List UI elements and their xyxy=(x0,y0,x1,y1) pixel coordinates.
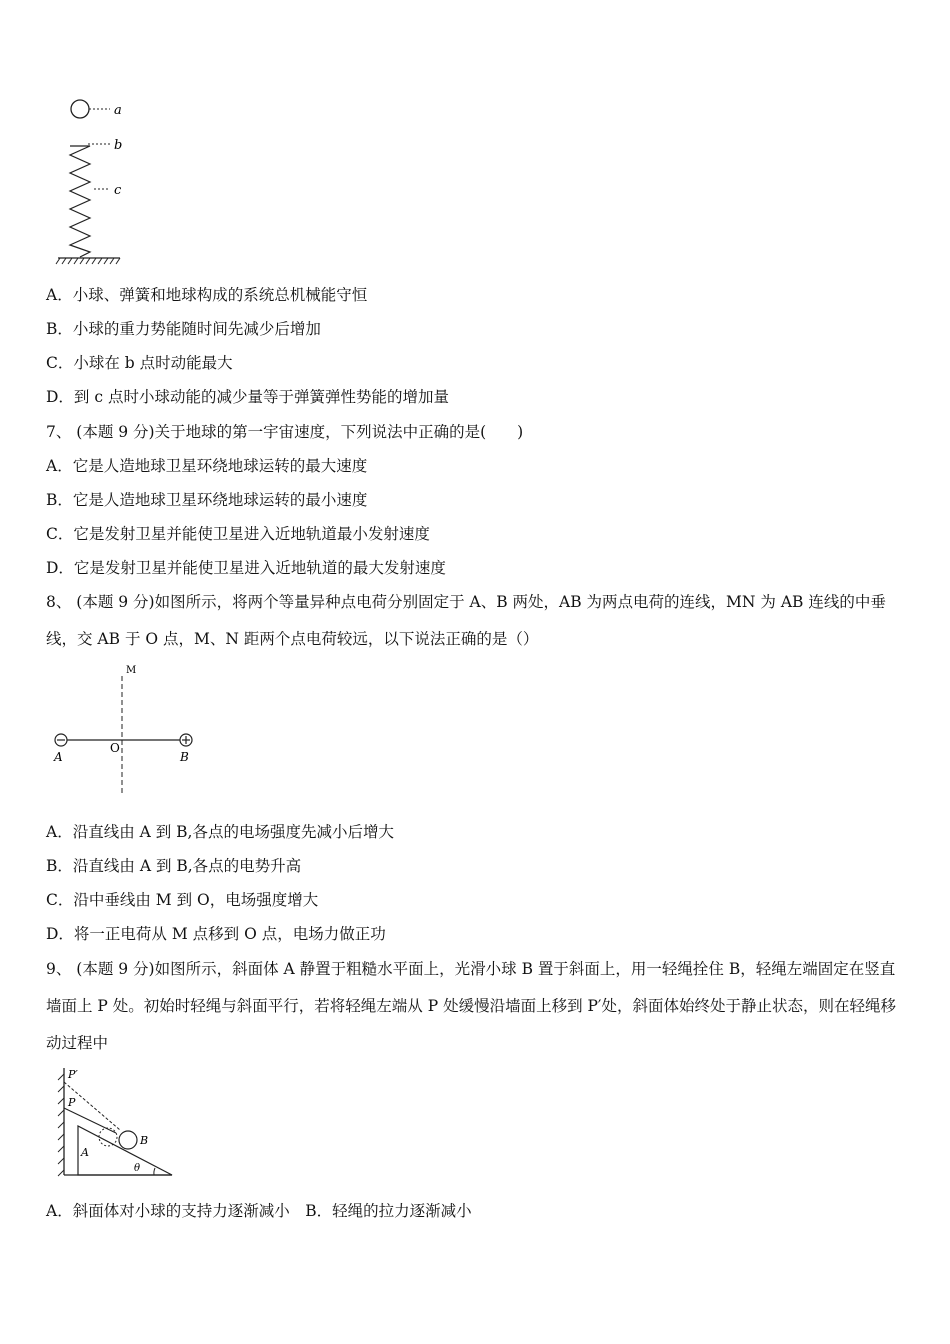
ball-prev xyxy=(99,1128,117,1146)
incline-figure xyxy=(54,1064,180,1180)
label-m: M xyxy=(126,665,137,676)
label-o: O xyxy=(110,741,120,755)
q6-option-d: D．到 c 点时小球动能的减少量等于弹簧弹性势能的增加量 xyxy=(46,388,449,406)
angle-arc xyxy=(154,1168,155,1175)
label-p: P xyxy=(68,1096,76,1109)
q6-option-b: B．小球的重力势能随时间先减少后增加 xyxy=(46,320,321,338)
rope xyxy=(64,1108,116,1133)
ball xyxy=(71,100,89,118)
q7-option-c: C．它是发射卫星并能使卫星进入近地轨道最小发射速度 xyxy=(46,525,430,543)
label-a: A xyxy=(54,750,63,764)
q6-option-c: C．小球在 b 点时动能最大 xyxy=(46,354,233,372)
label-b: b xyxy=(114,138,123,153)
label-theta: θ xyxy=(134,1163,141,1174)
label-p-prime: P′ xyxy=(68,1068,78,1081)
q7-option-d: D．它是发射卫星并能使卫星进入近地轨道的最大发射速度 xyxy=(46,559,446,577)
q6-option-a: A．小球、弹簧和地球构成的系统总机械能守恒 xyxy=(46,286,368,304)
q8-stem: 8、 (本题 9 分)如图所示，将两个等量异种点电荷分别固定于 A、B 两处，AB 为两点电荷的连线，MN 为 AB 连线的中垂线，交 AB 于 O 点，M、N 距两个点电荷较远，以下说法正确的是（） xyxy=(46,593,886,648)
spring-figure xyxy=(54,94,144,269)
label-a: a xyxy=(114,103,122,118)
q9-stem: 9、 (本题 9 分)如图所示，斜面体 A 静置于粗糙水平面上，光滑小球 B 置于斜面上，用一轻绳拴住 B，轻绳左端固定在竖直墙面上 P 处。初始时轻绳与斜面平行，若将轻绳左端从 P 处缓慢沿墙面上移到 P′处，斜面体始终处于静止状态，则在轻绳移动过程中 xyxy=(46,960,896,1052)
q8-option-a: A．沿直线由 A 到 B,各点的电场强度先减小后增大 xyxy=(46,823,394,841)
q8-option-b: B．沿直线由 A 到 B,各点的电势升高 xyxy=(46,857,302,875)
spring xyxy=(70,146,90,257)
label-c: c xyxy=(114,183,122,198)
ball-b xyxy=(119,1131,137,1149)
q7-option-a: A．它是人造地球卫星环绕地球运转的最大速度 xyxy=(46,457,368,475)
label-b: B xyxy=(180,750,189,764)
q9-option-ab: A．斜面体对小球的支持力逐渐减小 B．轻绳的拉力逐渐减小 xyxy=(46,1202,472,1220)
label-a: A xyxy=(81,1146,89,1159)
q7-option-b: B．它是人造地球卫星环绕地球运转的最小速度 xyxy=(46,491,368,509)
charges-figure xyxy=(46,660,206,800)
q7-stem: 7、 (本题 9 分)关于地球的第一宇宙速度，下列说法中正确的是( ) xyxy=(46,423,524,441)
q8-option-d: D．将一正电荷从 M 点移到 O 点，电场力做正功 xyxy=(46,925,386,943)
q8-option-c: C．沿中垂线由 M 到 O，电场强度增大 xyxy=(46,891,319,909)
label-b: B xyxy=(140,1134,149,1147)
